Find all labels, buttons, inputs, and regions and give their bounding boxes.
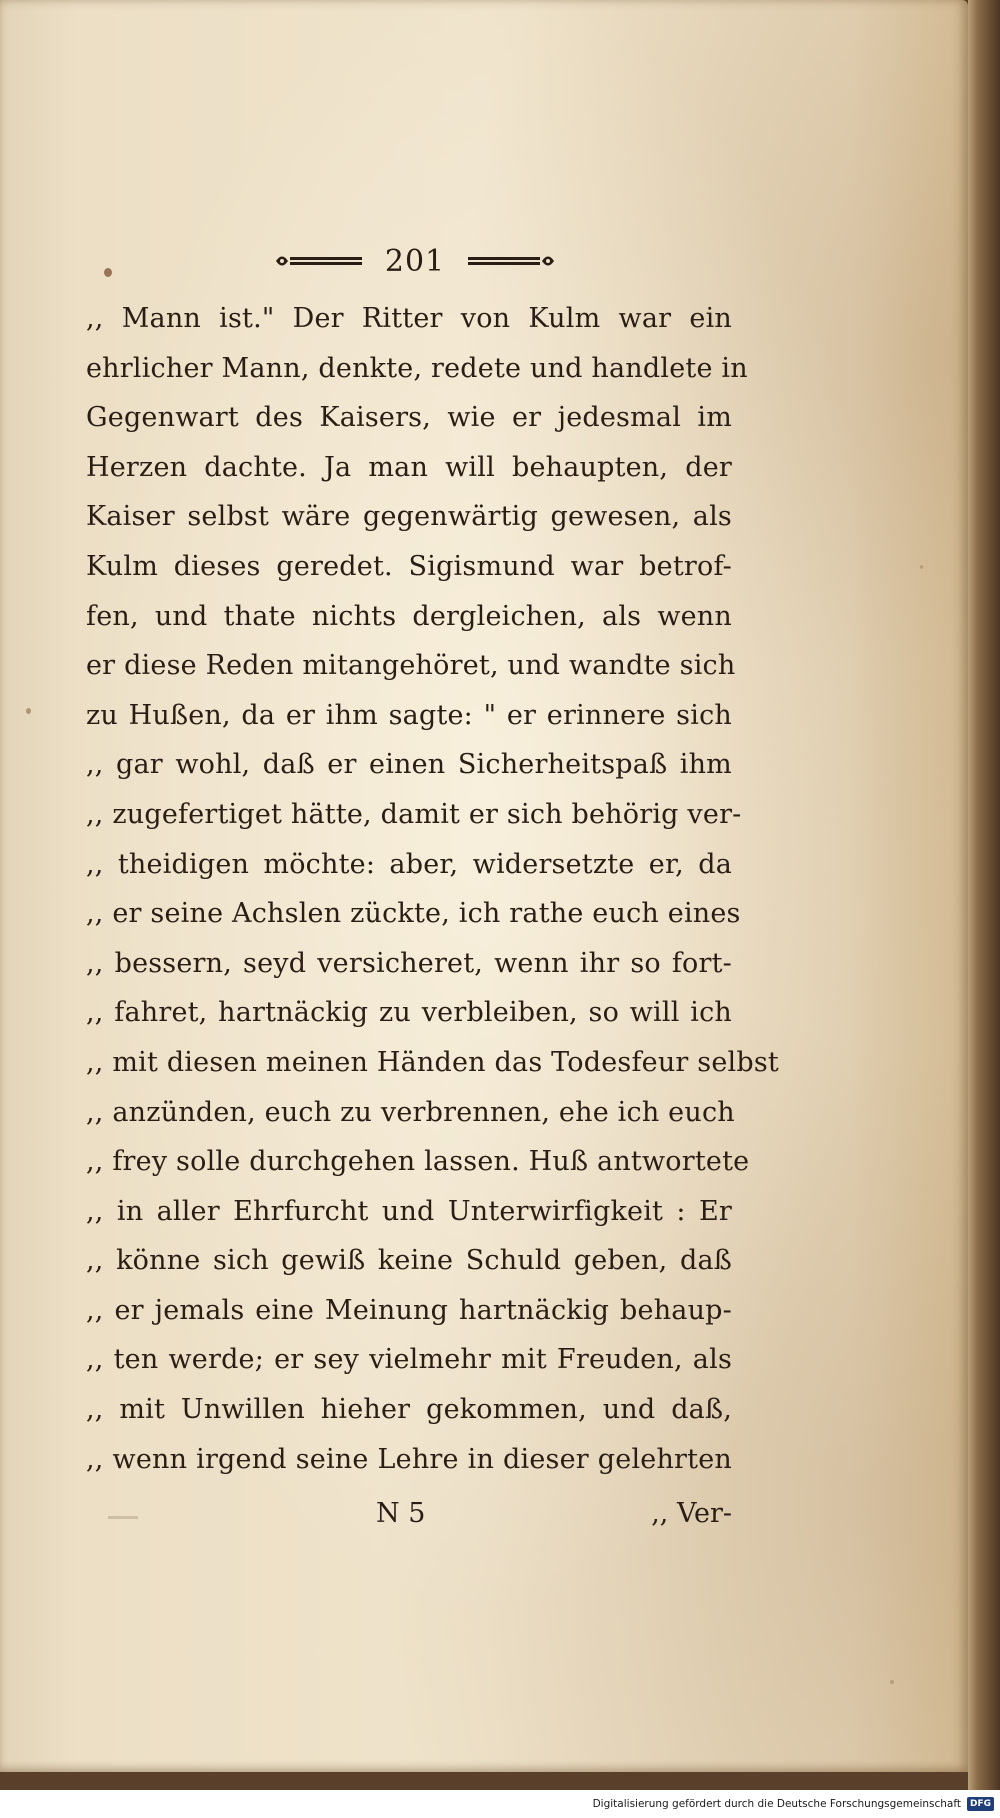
text-line: ,, mit Unwillen hieher gekommen, und daß, xyxy=(86,1394,732,1426)
text-line: er diese Reden mitangehöret, und wandte sich xyxy=(86,650,736,682)
text-line: zu Hußen, da er ihm sagte: " er erinnere sich xyxy=(86,699,732,731)
page-edge-shadow xyxy=(968,0,1000,1790)
paper-stain xyxy=(920,565,923,569)
text-line: ,, frey solle durchgehen lassen. Huß antwortete xyxy=(86,1146,750,1178)
text-line: ,, er seine Achslen zückte, ich rathe euch eines xyxy=(86,898,741,930)
ink-smudge xyxy=(108,1516,138,1519)
text-line: ,, zugefertiget hätte, damit er sich behörig ver- xyxy=(86,798,742,830)
text-line: Kulm dieses geredet. Sigismund war betrof- xyxy=(86,550,732,582)
ink-spot xyxy=(104,268,112,277)
dfg-logo: DFG xyxy=(967,1797,994,1811)
text-line: ,, mit diesen meinen Händen das Todesfeur selbst xyxy=(86,1046,779,1078)
text-line: ,, in aller Ehrfurcht und Unterwirfigkeit : Er xyxy=(86,1195,732,1227)
ink-spot xyxy=(26,708,31,714)
text-line: ,, theidigen möchte: aber, widersetzte er, da xyxy=(86,848,732,880)
text-line: ,, Mann ist." Der Ritter von Kulm war ein xyxy=(86,303,732,334)
text-line: Herzen dachte. Ja man will behaupten, der xyxy=(86,451,732,483)
credit-bar xyxy=(0,1790,1000,1818)
text-line: ,, er jemals eine Meinung hartnäckig behaup- xyxy=(86,1294,732,1326)
ornament-right-icon xyxy=(463,250,558,272)
text-line: ,, ten werde; er sey vielmehr mit Freuden, als xyxy=(86,1344,732,1376)
text-line: ,, bessern, seyd versicheret, wenn ihr so fort- xyxy=(86,947,732,979)
page-number: 201 xyxy=(384,243,446,279)
digitization-credit: Digitalisierung gefördert durch die Deutsche Forschungsgemeinschaft xyxy=(592,1798,961,1810)
text-line: ,, anzünden, euch zu verbrennen, ehe ich euch xyxy=(86,1096,735,1128)
paper-stain xyxy=(890,1680,894,1684)
text-line: ehrlicher Mann, denkte, redete und handlete in xyxy=(86,352,748,384)
text-line: ,, wenn irgend seine Lehre in dieser gelehrten xyxy=(86,1443,732,1475)
text-line: Gegenwart des Kaisers, wie er jedesmal im xyxy=(86,402,732,434)
body-text xyxy=(86,294,779,1484)
text-line: Kaiser selbst wäre gegenwärtig gewesen, als xyxy=(86,501,732,533)
text-line: ,, könne sich gewiß keine Schuld geben, daß xyxy=(86,1245,732,1277)
catchword: ,, Ver- xyxy=(651,1498,732,1529)
running-head xyxy=(255,236,575,286)
page-footer xyxy=(86,1490,732,1540)
text-line: ,, fahret, hartnäckig zu verbleiben, so will ich xyxy=(86,997,732,1029)
text-line: fen, und thate nichts dergleichen, als wenn xyxy=(86,600,732,632)
ornament-left-icon xyxy=(272,250,367,272)
signature-mark: N 5 xyxy=(376,1498,426,1529)
text-line: ,, gar wohl, daß er einen Sicherheitspaß ihm xyxy=(86,749,732,781)
